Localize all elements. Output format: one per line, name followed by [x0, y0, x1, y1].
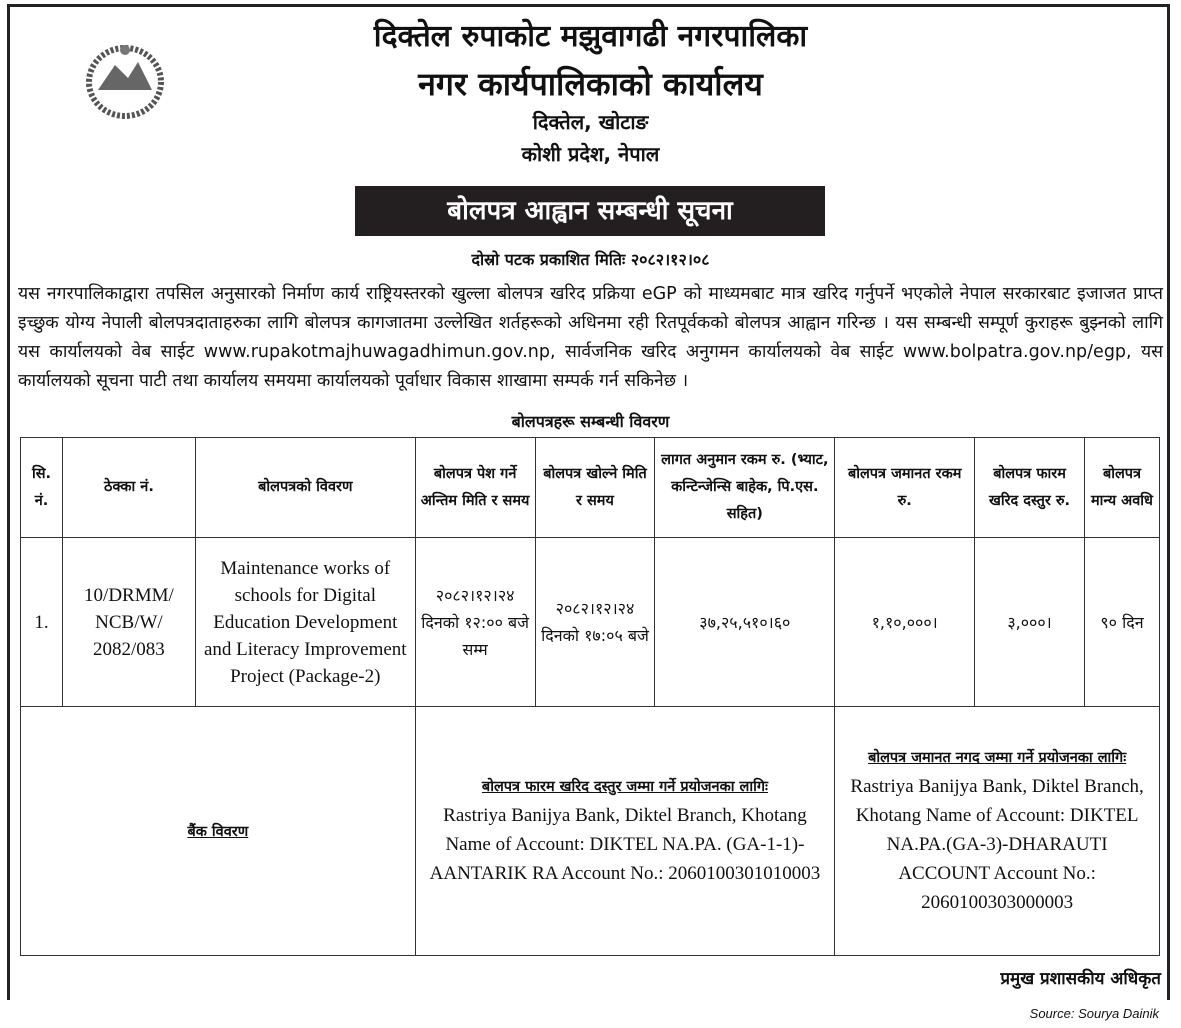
published-date: दोस्रो पटक प्रकाशित मितिः २०८२।१२।०८: [471, 250, 710, 269]
header-form-fee: बोलपत्र फारम खरिद दस्तुर रु.: [975, 438, 1085, 538]
form-fee-heading: बोलपत्र फारम खरिद दस्तुर जम्मा गर्ने प्रयोजनका लागिः: [481, 779, 768, 795]
header-validity: बोलपत्र मान्य अवधि: [1084, 438, 1159, 538]
security-bank-details: Rastriya Banijya Bank, Diktel Branch, Khotang Name of Account: DIKTEL NA.PA.(GA-3)-DHARAUTI ACCOUNT Account No.: 2060100303000003: [850, 776, 1144, 913]
security-heading: बोलपत्र जमानत नगद जम्मा गर्ने प्रयोजनका लागिः: [868, 750, 1127, 766]
address-line-2: कोशी प्रदेश, नेपाल: [521, 142, 660, 166]
cell-submission-deadline: २०८२।१२।२४ दिनको १२:०० बजे सम्म: [415, 538, 535, 707]
form-fee-bank-details: Rastriya Banijya Bank, Diktel Branch, Khotang Name of Account: DIKTEL NA.PA. (GA-1-1)-AANTARIK RA Account No.: 2060100301010003: [429, 805, 821, 884]
header-bid-security: बोलपत्र जमानत रकम रु.: [835, 438, 975, 538]
header-contract-no: ठेक्का नं.: [62, 438, 195, 538]
cell-opening-date: २०८२।१२।२४ दिनको १७:०५ बजे: [535, 538, 655, 707]
cell-bid-security: १,१०,०००।: [835, 538, 975, 707]
cell-cost-estimate: ३७,२५,५१०।६०: [655, 538, 835, 707]
municipality-name: दिक्तेल रुपाकोट मझुवागढी नगरपालिका: [373, 19, 808, 54]
cell-contract-no: 10/DRMM/ NCB/W/ 2082/083: [62, 538, 195, 707]
bank-label-cell: [21, 707, 416, 956]
cell-validity: ९० दिन: [1084, 538, 1159, 707]
office-name: नगर कार्यपालिकाको कार्यालय: [418, 65, 763, 103]
security-bank-cell: [835, 707, 1160, 956]
cell-description: Maintenance works of schools for Digital Education Development and Literacy Improvement Project (Package-2): [195, 538, 415, 707]
notice-title-banner: बोलपत्र आह्वान सम्बन्धी सूचना: [355, 186, 825, 236]
address-line-1: दिक्तेल, खोटाङ: [532, 110, 649, 134]
table-header-row: [21, 438, 1160, 538]
header-submission-deadline: बोलपत्र पेश गर्ने अन्तिम मिति र समय: [415, 438, 535, 538]
signer-title: प्रमुख प्रशासकीय अधिकृत: [1000, 969, 1161, 989]
table-title: बोलपत्रहरू सम्बन्धी विवरण: [511, 412, 670, 431]
notice-body-text: यस नगरपालिकाद्वारा तपसिल अनुसारको निर्माण कार्य राष्ट्रियस्तरको खुल्ला बोलपत्र खरिद प्रक्रिया eGP को माध्यमबाट मात्र खरिद गर्नुपर्ने भएकोले नेपाल सरकारबाट इजाजत प्राप्त इच्छुक योग्य नेपाली बोलपत्रदाताहरुका लागि बोलपत्र कागजातमा उल्लेखित शर्तहरूको अधिनमा रही रितपूर्वकको बोलपत्र आह्वान गरिन्छ । यस सम्बन्धी सम्पूर्ण कुराहरू बुझ्नको लागि यस कार्यालयको वेब साईट www.rupakotmajhuwagadhimun.gov.np, सार्वजनिक खरिद अनुगमन कार्यालयको वेब साईट www.bolpatra.gov.np/egp, यस कार्यालयको सूचना पाटी तथा कार्यालय समयमा कार्यालयको पूर्वाधार विकास शाखामा सम्पर्क गर्न सकिनेछ ।: [18, 284, 1163, 391]
bid-details-table: [20, 437, 1160, 956]
header-cost-estimate: लागत अनुमान रकम रु. (भ्याट, कन्टिन्जेन्सि बाहेक, पि.एस. सहित): [655, 438, 835, 538]
source-credit: Source: Sourya Dainik: [1029, 1006, 1159, 1021]
form-fee-bank-cell: [415, 707, 835, 956]
cell-serial: 1.: [21, 538, 63, 707]
cell-form-fee: ३,०००।: [975, 538, 1085, 707]
bank-details-row: [21, 707, 1160, 956]
header-serial: सि. नं.: [21, 438, 63, 538]
bank-label: बैंक विवरण: [187, 823, 249, 840]
table-row: [21, 538, 1160, 707]
header-opening-date: बोलपत्र खोल्ने मिति र समय: [535, 438, 655, 538]
header-description: बोलपत्रको विवरण: [195, 438, 415, 538]
